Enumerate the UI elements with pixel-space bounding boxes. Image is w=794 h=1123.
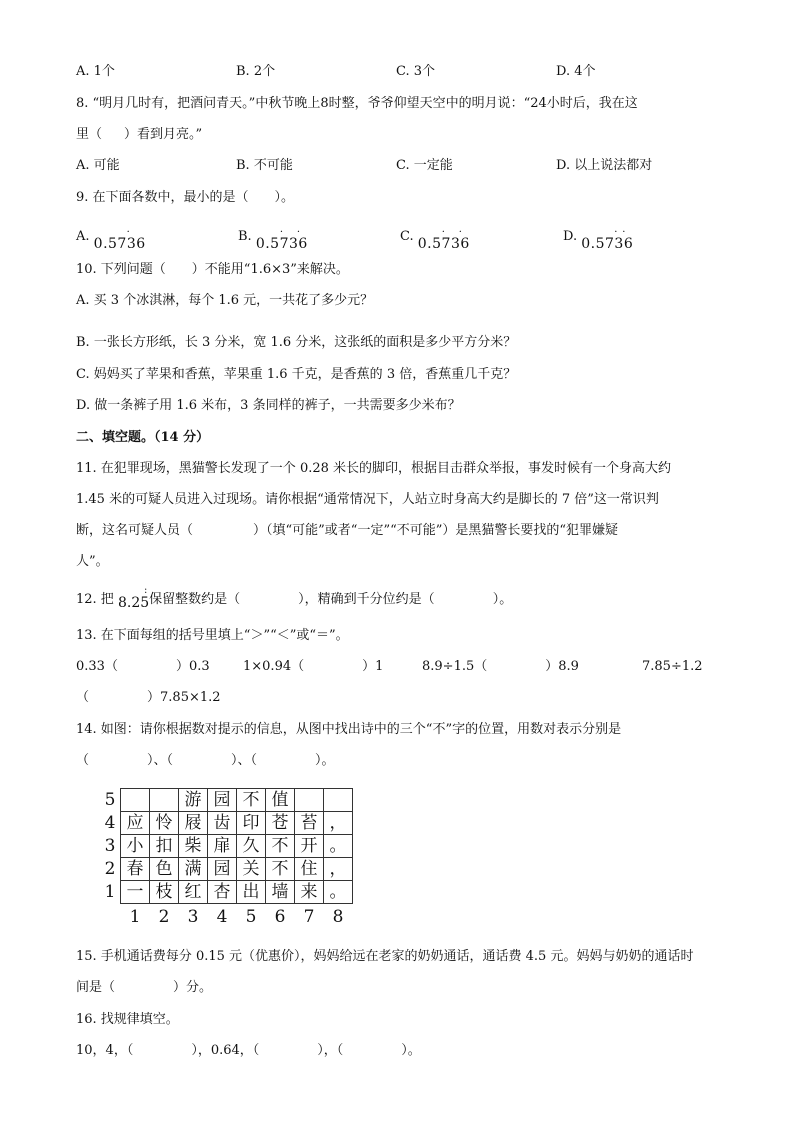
q14-text: ）、（ [147, 753, 174, 768]
q14-stem: 14. 如图：请你根据数对提示的信息，从图中找出诗中的三个“不”字的位置，用数对表示分别是 [76, 722, 622, 737]
q12-number-digit: 5 [140, 595, 150, 611]
grid-column-label: 4 [216, 907, 228, 927]
grid-row [100, 812, 353, 835]
grid-cell: ， [324, 858, 353, 881]
q9-option-b[interactable] [238, 227, 308, 252]
q13-text: （ [76, 690, 90, 705]
q9-number-text: 0.5736 [581, 236, 634, 252]
grid-row-label: 5 [100, 789, 121, 812]
q11-line4: 人”。 [76, 554, 109, 569]
grid-cell: 应 [121, 812, 150, 835]
grid-cell: 苍 [266, 812, 295, 835]
q8-option-a[interactable]: A. 可能 [76, 158, 120, 173]
grid-cell: 开 [295, 835, 324, 858]
grid-cell: 值 [266, 789, 295, 812]
q14-text: ）、（ [231, 753, 258, 768]
q9-option-label: D. [563, 229, 578, 244]
q11-line2: 1.45 米的可疑人员进入过现场。请你根据“通常情况下，人站立时身高大约是脚长的 7 倍”这一常识判 [76, 492, 659, 507]
grid-cell: 不 [266, 835, 295, 858]
grid-axis-corner [100, 904, 121, 931]
grid-cell: 游 [179, 789, 208, 812]
q7-option-b[interactable]: B. 2个 [236, 64, 276, 79]
repeating-dot: · [458, 227, 463, 238]
q9-number-text: 0.5736 [255, 236, 308, 252]
grid-cell: 满 [179, 858, 208, 881]
grid-row [100, 789, 353, 812]
grid-cell: 齿 [208, 812, 237, 835]
q8-stem-line2 [76, 126, 202, 144]
q11-line3 [76, 522, 618, 540]
q8-options [76, 157, 716, 175]
q16-sequence [76, 1042, 421, 1060]
q14-text: ）。 [315, 753, 335, 768]
grid-cell: 红 [179, 881, 208, 904]
q13-item-3 [422, 658, 579, 676]
poem-grid [100, 788, 353, 930]
q12-repeating-number [117, 585, 150, 612]
grid-cell: 怜 [150, 812, 179, 835]
grid-cell: 园 [208, 789, 237, 812]
q9-number-text: 0.5736 [417, 236, 470, 252]
q8-option-c[interactable]: C. 一定能 [396, 158, 453, 173]
q13-text: 1×0.94（ [243, 659, 305, 674]
q9-option-number [581, 227, 634, 252]
repeating-dot: · [279, 227, 284, 238]
grid-cell: 春 [121, 858, 150, 881]
grid-cell: 不 [237, 789, 266, 812]
grid-row [100, 881, 353, 904]
grid-cell: 柴 [179, 835, 208, 858]
repeating-dot: · [296, 227, 301, 238]
q9-option-label: C. [400, 229, 414, 244]
grid-cell: 墙 [266, 881, 295, 904]
q12-text: ）。 [492, 592, 513, 607]
q11-line1: 11. 在犯罪现场，黑猫警长发现了一个 0.28 米长的脚印，根据目击群众举报，事发时候有一个身高大约 [76, 461, 672, 476]
q11-text: ）（填“可能”或者“一定”“不可能”）是黑猫警长要找的“犯罪嫌疑 [253, 523, 619, 538]
q9-option-number [93, 227, 146, 252]
grid-column-label: 2 [158, 907, 170, 927]
q12-text: 保留整数约是（ [149, 592, 241, 607]
q15-line2 [76, 979, 212, 997]
grid-x-axis [100, 904, 353, 931]
q13-stem: 13. 在下面每组的括号里填上“＞”“＜”或“＝”。 [76, 628, 349, 643]
grid-column-label: 3 [187, 907, 199, 927]
grid-cell: 屐 [179, 812, 208, 835]
q8-option-d[interactable]: D. 以上说法都对 [556, 158, 653, 173]
q10-option-d[interactable]: D. 做一条裤子用 1.6 米布，3 条同样的裤子，一共需要多少米布？ [76, 398, 461, 413]
q16-text: ），（ [317, 1043, 344, 1058]
grid-cell [295, 789, 324, 812]
q12-number-digit: 2 [131, 595, 141, 611]
q12-line [76, 585, 513, 611]
repeating-dot: · [614, 227, 618, 238]
q12-number-int: 8. [117, 595, 132, 611]
q15-text: 间是（ [76, 980, 116, 995]
q14-text: （ [76, 753, 90, 768]
grid-cell: 扉 [208, 835, 237, 858]
repeating-dot: : [143, 585, 148, 596]
q13-text: ）1 [362, 659, 384, 674]
q9-option-d[interactable] [563, 227, 634, 252]
q13-item-1 [76, 658, 210, 676]
grid-row-label: 1 [100, 881, 121, 904]
q15-text: ）分。 [173, 980, 213, 995]
grid-row [100, 858, 353, 881]
grid-cell: 一 [121, 881, 150, 904]
grid-column-label: 5 [245, 907, 257, 927]
grid-cell: ， [324, 812, 353, 835]
grid-cell: 园 [208, 858, 237, 881]
grid-cell: 。 [324, 881, 353, 904]
grid-cell: 不 [266, 858, 295, 881]
grid-cell [121, 789, 150, 812]
q11-text: 断，这名可疑人员（ [76, 523, 194, 538]
grid-cell: 色 [150, 858, 179, 881]
q8-stem-line1: 8. “明月几时有，把酒问青天。”中秋节晚上8时整，爷爷仰望天空中的明月说：“24小时后，我在这 [76, 96, 638, 111]
q8-text: ）看到月亮。” [124, 127, 203, 142]
q10-option-a[interactable]: A. 买 3 个冰淇淋，每个 1.6 元，一共花了多少元？ [76, 293, 374, 308]
q7-option-d[interactable]: D. 4个 [556, 64, 596, 79]
q14-answers [76, 752, 335, 770]
repeating-dot: · [126, 227, 131, 238]
q16-text: ）。 [401, 1043, 421, 1058]
q13-item-4: 7.85÷1.2 [642, 659, 703, 674]
q9-number-text: 0.5736 [93, 236, 146, 252]
grid-cell: 枝 [150, 881, 179, 904]
q13-text: ）7.85×1.2 [147, 690, 221, 705]
q16-text: 10，4，（ [76, 1043, 134, 1058]
q10-option-c[interactable]: C. 妈妈买了苹果和香蕉，苹果重 1.6 千克，是香蕉的 3 倍，香蕉重几千克？ [76, 367, 517, 382]
q13-text: 8.9÷1.5（ [422, 659, 488, 674]
q12-text: ），精确到千分位约是（ [298, 592, 435, 607]
q13-text: ）0.3 [175, 659, 210, 674]
q9-option-number [255, 227, 308, 252]
q13-item-2 [243, 658, 383, 676]
q9-option-c[interactable] [400, 227, 470, 252]
q9-option-label: A. [76, 229, 90, 244]
q13-text: 0.33（ [76, 659, 118, 674]
q12-text: 12. 把 [76, 592, 114, 607]
section-heading: 二、填空题。（14 分） [76, 430, 210, 445]
q16-text: ），0.64，（ [191, 1043, 260, 1058]
grid-cell: 小 [121, 835, 150, 858]
q7-options [76, 63, 716, 81]
grid-cell [150, 789, 179, 812]
grid-cell: 扣 [150, 835, 179, 858]
repeating-dot: · [622, 227, 626, 238]
q9-option-number [417, 227, 470, 252]
grid-cell: 住 [295, 858, 324, 881]
grid-column-label: 8 [332, 907, 344, 927]
grid-column-label: 1 [129, 907, 141, 927]
grid-cell: 来 [295, 881, 324, 904]
q16-stem: 16. 找规律填空。 [76, 1012, 179, 1027]
q7-option-c[interactable]: C. 3个 [396, 64, 436, 79]
grid-cell: 印 [237, 812, 266, 835]
grid-row-label: 4 [100, 812, 121, 835]
grid-cell: 苔 [295, 812, 324, 835]
repeating-dot: · [441, 227, 446, 238]
grid-cell [324, 789, 353, 812]
grid-cell: 杏 [208, 881, 237, 904]
q10-option-b[interactable]: B. 一张长方形纸，长 3 分米，宽 1.6 分米，这张纸的面积是多少平方分米？ [76, 335, 517, 350]
q10-stem: 10. 下列问题（ ）不能用“1.6×3”来解决。 [76, 262, 349, 277]
q15-line1: 15. 手机通话费每分 0.15 元（优惠价），妈妈给远在老家的奶奶通话，通话费 4.5 元。妈妈与奶奶的通话时 [76, 949, 694, 964]
grid-row [100, 835, 353, 858]
q9-option-a[interactable] [76, 227, 146, 252]
grid-row-label: 3 [100, 835, 121, 858]
grid-cell: 关 [237, 858, 266, 881]
q13-text: ）8.9 [545, 659, 579, 674]
q9-option-label: B. [238, 229, 252, 244]
grid-cell: 出 [237, 881, 266, 904]
q8-option-b[interactable]: B. 不可能 [236, 158, 293, 173]
grid-cell: 。 [324, 835, 353, 858]
q8-text: 里（ [76, 127, 103, 142]
grid-row-label: 2 [100, 858, 121, 881]
grid-column-label: 7 [303, 907, 315, 927]
q7-option-a[interactable]: A. 1个 [76, 64, 115, 79]
q13-item-4-cont [76, 689, 221, 707]
grid-column-label: 6 [274, 907, 286, 927]
grid-cell: 久 [237, 835, 266, 858]
q9-stem: 9. 在下面各数中，最小的是（ ）。 [76, 190, 295, 205]
